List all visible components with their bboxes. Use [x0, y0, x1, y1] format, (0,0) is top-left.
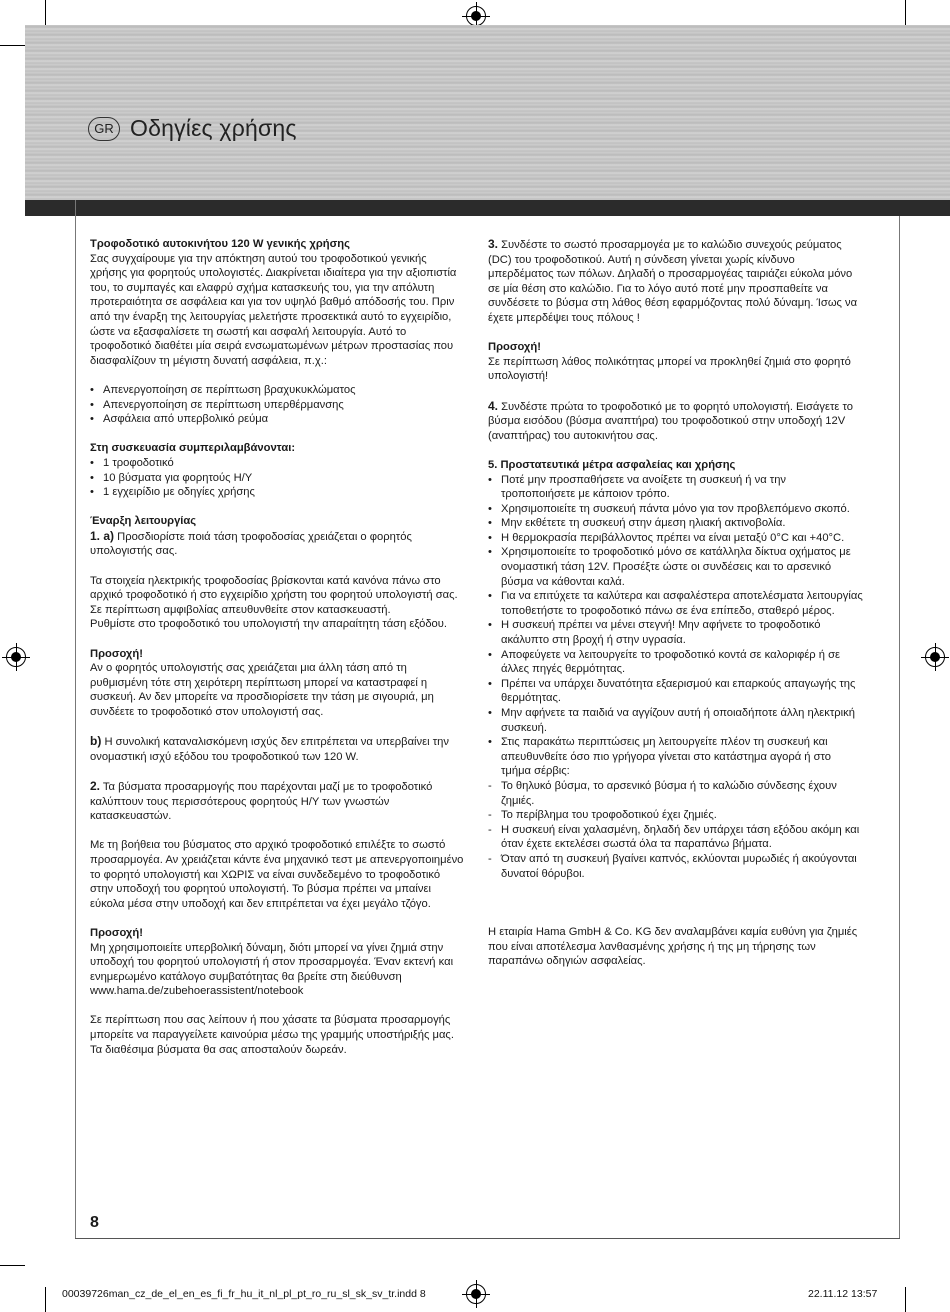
dash-item	[488, 779, 863, 808]
bullet-icon: •	[90, 471, 94, 484]
dash-icon: -	[488, 823, 492, 836]
paragraph-spacer	[90, 500, 465, 515]
bullet-item	[488, 648, 863, 677]
frame-line-right	[899, 216, 900, 1239]
section-heading: Προσοχή!	[488, 341, 541, 354]
list-item-text: Για να επιτύχετε τα καλύτερα και ασφαλέστερα αποτελέσματα λειτουργίας τοποθετήστε το τροφοδοτικό πάνω σε ένα επίπεδο, σταθερό μέρος.	[501, 590, 863, 617]
bullet-item	[90, 412, 465, 427]
paragraph: Ρυθμίστε στο τροφοδοτικό του υπολογιστή την απαραίτητη τάση εξόδου.	[90, 618, 447, 631]
list-item-text: Το περίβλημα του τροφοδοτικού έχει ζημιές.	[501, 809, 717, 822]
paragraph: Μη χρησιμοποιείτε υπερβολική δύναμη, διότι μπορεί να γίνει ζημιά στην υποδοχή του φορητού υπολογιστή ή στον προσαρμογέα. Έναν εκτενή και ενημερωμένο κατάλογο συμβατότητας θα βρείτε στη διεύθυνση www.hama.de/zubehoerassistent/notebook	[90, 941, 454, 998]
paragraph-spacer	[488, 443, 863, 458]
registration-mark-icon	[466, 1284, 486, 1304]
paragraph-spacer	[90, 764, 465, 779]
crop-mark	[45, 0, 46, 25]
paragraph-spacer	[90, 999, 465, 1014]
list-item-text: Αποφεύγετε να λειτουργείτε το τροφοδοτικό κοντά σε καλοριφέρ ή σε άλλες πηγές θερμότητας.	[501, 648, 841, 676]
page-number: 8	[90, 1214, 99, 1231]
bullet-icon: •	[488, 648, 492, 661]
crop-mark	[0, 45, 25, 46]
bullet-item	[488, 545, 863, 589]
bullet-icon: •	[488, 517, 492, 530]
section-heading: Στη συσκευασία συμπεριλαμβάνονται:	[90, 442, 296, 455]
crop-mark	[905, 1287, 906, 1312]
paragraph: Σας συγχαίρουμε για την απόκτηση αυτού του τροφοδοτικού γενικής χρήσης για φορητούς υπολογιστές. Διακρίνεται ιδιαίτερα για την αξιοπιστία του, το συμπαγές και ελαφρύ σχήμα κατασκευής του, για την απόλυτη προτεραιότητα σε ασφάλεια και για τον υψηλό βαθμό απόδοσής του. Πριν από την έναρξη της λειτουργίας μελετήστε προσεκτικά αυτό το εγχειρίδιο, ώστε να εξασφαλίσετε τη σωστή και ασφαλή λειτουργία. Αυτό το τροφοδοτικό διαθέτει μία σειρά ενσωματωμένων μέτρων προστασίας που διασφαλίζουν τη μέγιστη δυνατή ασφάλεια, π.χ.:	[90, 252, 457, 367]
list-item-text: Χρησιμοποιείτε τη συσκευή πάντα μόνο για τον προβλεπόμενο σκοπό.	[501, 502, 850, 515]
bullet-item	[488, 516, 863, 531]
section-heading: Τροφοδοτικό αυτοκινήτου 120 W γενικής χρήσης	[90, 238, 350, 250]
list-item-text: Η θερμοκρασία περιβάλλοντος πρέπει να είναι μεταξύ 0°C και +40°C.	[501, 531, 845, 544]
header-banner	[25, 25, 950, 200]
list-item-text: Ποτέ μην προσπαθήσετε να ανοίξετε τη συσκευή ή να την τροποποιήσετε με κάποιον τρόπο.	[501, 473, 787, 501]
paragraph: Τα στοιχεία ηλεκτρικής τροφοδοσίας βρίσκονται κατά κανόνα πάνω στο αρχικό τροφοδοτικό ή στο εγχειρίδιο χρήστη του φορητού υπολογιστή σας. Σε περίπτωση αμφιβολίας απευθυνθείτε στον κατασκευαστή.	[90, 574, 458, 616]
bullet-icon: •	[488, 546, 492, 559]
registration-mark-icon	[925, 647, 945, 667]
paragraph-spacer	[90, 720, 465, 735]
bullet-item	[488, 735, 863, 779]
registration-mark-icon	[6, 647, 26, 667]
paragraph-spacer	[90, 368, 465, 383]
numbered-paragraph	[488, 399, 863, 444]
step-text: Συνδέστε το σωστό προσαρμογέα με το καλώδιο συνεχούς ρεύματος (DC) του τροφοδοτικού. Αυτή η σύνδεση γίνεται χωρίς κίνδυνο μπερδέματος των πόλων. Δηλαδή ο προσαρμογέας ταιριάζει εύκολα μόνο σε μία θέση στο καλώδιο. Για το λόγο αυτό ποτέ μην προσπαθείτε να συνδέσετε το βύσμα στη λάθος θέση εφαρμόζοντας πολύ δύναμη. Ίσως να έχετε μπερδέψει τους πόλους !	[488, 239, 858, 324]
bullet-item	[90, 471, 465, 486]
footer-file-name: 00039726man_cz_de_el_en_es_fi_fr_hu_it_nl_pl_pt_ro_ru_sl_sk_sv_tr.indd 8	[62, 1288, 426, 1300]
step-text: Η συνολική καταναλισκόμενη ισχύς δεν επιτρέπεται να υπερβαίνει την ονομαστική ισχύ εξόδου του τροφοδοτικού των 120 W.	[90, 736, 449, 763]
list-item-text: Το θηλυκό βύσμα, το αρσενικό βύσμα ή το καλώδιο σύνδεσης έχουν ζημιές.	[501, 779, 837, 807]
footer-timestamp: 22.11.12 13:57	[808, 1288, 878, 1300]
bullet-icon: •	[488, 677, 492, 690]
section-heading: Έναρξη λειτουργίας	[90, 515, 197, 528]
bullet-icon: •	[488, 531, 492, 544]
paragraph-spacer	[90, 559, 465, 574]
bullet-icon: •	[488, 502, 492, 515]
dash-item	[488, 823, 863, 852]
header-dark-bar	[25, 200, 950, 216]
step-text: Τα βύσματα προσαρμογής που παρέχονται μαζί με το τροφοδοτικό καλύπτουν τους περισσότερους φορητούς Η/Υ των γνωστών κατασκευαστών.	[90, 780, 433, 823]
bullet-item	[90, 398, 465, 413]
paragraph-spacer	[488, 384, 863, 399]
page-title-block	[88, 115, 297, 142]
step-text: Προσδιορίστε ποιά τάση τροφοδοσίας χρειάζεται ο φορητός υπολογιστής σας.	[90, 530, 412, 558]
list-item-text: Πρέπει να υπάρχει δυνατότητα εξαερισμού και επαρκούς απαγωγής της θερμότητας.	[501, 677, 856, 705]
paragraph-spacer	[90, 632, 465, 647]
paragraph: Με τη βοήθεια του βύσματος στο αρχικό τροφοδοτικό επιλέξτε το σωστό προσαρμογέα. Αν χρειάζεται κάντε ένα μηχανικό τεστ με απενεργοποιημένο το φορητό υπολογιστή και ΧΩΡΙΣ να είναι συνδεδεμένο το τροφοδοτικό στην υποδοχή του φορητού υπολογιστή. Το βύσμα πρέπει να μπαίνει εύκολα μέσα στην υποδοχή και δεν επιτρέπεται να έχει μεγάλο τζόγο.	[90, 839, 464, 910]
bullet-icon: •	[488, 473, 492, 486]
bullet-item	[488, 589, 863, 618]
page-title: Οδηγίες χρήσης	[130, 115, 297, 141]
crop-mark	[0, 1265, 25, 1266]
bullet-item	[488, 618, 863, 647]
right-column	[488, 237, 863, 969]
bullet-item	[488, 706, 863, 735]
dash-icon: -	[488, 852, 492, 865]
left-column	[90, 237, 465, 1057]
bullet-icon: •	[488, 707, 492, 719]
list-item-text: Στις παρακάτω περιπτώσεις μη λειτουργείτε πλέον τη συσκευή και απευθυνθείτε όσο πιο γρήγορα γίνεται στο κατάστημα αγορά ή στο τμήμα σέρβις:	[501, 736, 832, 778]
bullet-item	[488, 502, 863, 517]
dash-item	[488, 808, 863, 823]
numbered-paragraph	[488, 237, 863, 326]
list-item-text: 10 βύσματα για φορητούς Η/Υ	[103, 471, 253, 484]
dash-item	[488, 852, 863, 881]
list-item-text: Μην εκθέτετε τη συσκευή στην άμεση ηλιακή ακτινοβολία.	[501, 517, 786, 530]
list-item-text: Απενεργοποίηση σε περίπτωση βραχυκυκλώματος	[103, 383, 356, 396]
paragraph: Σε περίπτωση που σας λείπουν ή που χάσατε τα βύσματα προσαρμογής μπορείτε να παραγγείλετε καινούρια μέσω της γραμμής υποστήριξής μας. Τα διαθέσιμα βύσματα θα σας αποσταλούν δωρεάν.	[90, 1014, 454, 1056]
frame-line-left	[75, 200, 76, 1239]
registration-mark-icon	[466, 6, 486, 26]
crop-mark	[45, 1287, 46, 1312]
step-number: 3.	[488, 237, 499, 251]
list-item-text: 1 εγχειρίδιο με οδηγίες χρήσης	[103, 486, 255, 499]
section-heading: Προσοχή!	[90, 926, 143, 939]
numbered-paragraph	[90, 779, 465, 824]
numbered-paragraph	[90, 734, 465, 764]
bullet-item	[90, 456, 465, 471]
step-number: 2.	[90, 778, 101, 793]
section-heading: Προσοχή!	[90, 647, 143, 660]
paragraph-spacer	[90, 911, 465, 926]
section-heading: 5. Προστατευτικά μέτρα ασφαλείας και χρήσης	[488, 458, 736, 471]
paragraph-spacer	[90, 824, 465, 839]
list-item-text: Χρησιμοποιείτε το τροφοδοτικό μόνο σε κατάλληλα δίκτυα οχήματος με ονομαστική τάση 12V. Προσέξτε ώστε οι συνδέσεις και το αρσενικό βύσμα να κάθονται καλά.	[501, 546, 851, 588]
list-item-text: Ασφάλεια από υπερβολικό ρεύμα	[103, 413, 269, 426]
list-item-text: Η συσκευή είναι χαλασμένη, δηλαδή δεν υπάρχει τάση εξόδου ακόμη και όταν έχετε εκτελέσει σωστά όλα τα παραπάνω βήματα.	[501, 823, 860, 851]
step-text: Συνδέστε πρώτα το τροφοδοτικό με το φορητό υπολογιστή. Εισάγετε το βύσμα εισόδου (βύσμα αναπτήρα) του τροφοδοτικού στην υποδοχή 12V (αναπτήρας) του αυτοκινήτου σας.	[488, 400, 853, 442]
step-number: 4.	[488, 398, 499, 413]
dash-icon: -	[488, 779, 492, 792]
paragraph: Η εταιρία Hama GmbH & Co. KG δεν αναλαμβάνει καμία ευθύνη για ζημιές που είναι αποτέλεσμα λανθασμένης χρήσης ή της μη τήρησης των παραπάνω οδηγιών ασφαλείας.	[488, 925, 858, 968]
numbered-paragraph	[90, 529, 465, 559]
bottom-rule	[75, 1238, 900, 1239]
paragraph-spacer	[488, 896, 863, 911]
bullet-icon: •	[488, 590, 492, 603]
bullet-item	[90, 383, 465, 398]
step-number: b)	[90, 734, 102, 749]
language-badge: GR	[88, 117, 120, 141]
list-item-text: Μην αφήνετε τα παιδιά να αγγίζουν αυτή ή οποιαδήποτε άλλη ηλεκτρική συσκευή.	[501, 707, 855, 734]
paragraph-spacer	[488, 326, 863, 341]
paragraph-spacer	[488, 881, 863, 896]
bullet-item	[488, 473, 863, 502]
bullet-icon: •	[90, 398, 94, 411]
step-number: 1. a)	[90, 528, 115, 543]
paragraph-spacer	[90, 427, 465, 442]
bullet-icon: •	[90, 456, 94, 469]
paragraph: Αν ο φορητός υπολογιστής σας χρειάζεται μια άλλη τάση από τη ρυθμισμένη τότε στη χειρότερη περίπτωση μπορεί να καταστραφεί η συσκευή. Αν δεν μπορείτε να προσδιορίσετε την τάση με σιγουριά, μη συνδέετε το τροφοδοτικό στον υπολογιστή σας.	[90, 662, 434, 718]
bullet-item	[90, 485, 465, 500]
bullet-item	[488, 677, 863, 706]
dash-icon: -	[488, 809, 492, 822]
bullet-icon: •	[90, 413, 94, 426]
list-item-text: Όταν από τη συσκευή βγαίνει καπνός, εκλύονται μυρωδιές ή ακούγονται δυνατοί θόρυβοι.	[501, 852, 857, 880]
bullet-item	[488, 531, 863, 546]
crop-mark	[905, 0, 906, 25]
bullet-icon: •	[90, 486, 94, 499]
paragraph: Σε περίπτωση λάθος πολικότητας μπορεί να προκληθεί ζημιά στο φορητό υπολογιστή!	[488, 355, 851, 383]
list-item-text: 1 τροφοδοτικό	[103, 456, 174, 469]
list-item-text: Η συσκευή πρέπει να μένει στεγνή! Μην αφήνετε το τροφοδοτικό ακάλυπτο στη βροχή ή στην υγρασία.	[501, 619, 821, 647]
list-item-text: Απενεργοποίηση σε περίπτωση υπερθέρμανσης	[103, 398, 344, 411]
paragraph-spacer	[488, 910, 863, 925]
bullet-icon: •	[488, 736, 492, 749]
bullet-icon: •	[488, 619, 492, 632]
bullet-icon: •	[90, 383, 94, 396]
